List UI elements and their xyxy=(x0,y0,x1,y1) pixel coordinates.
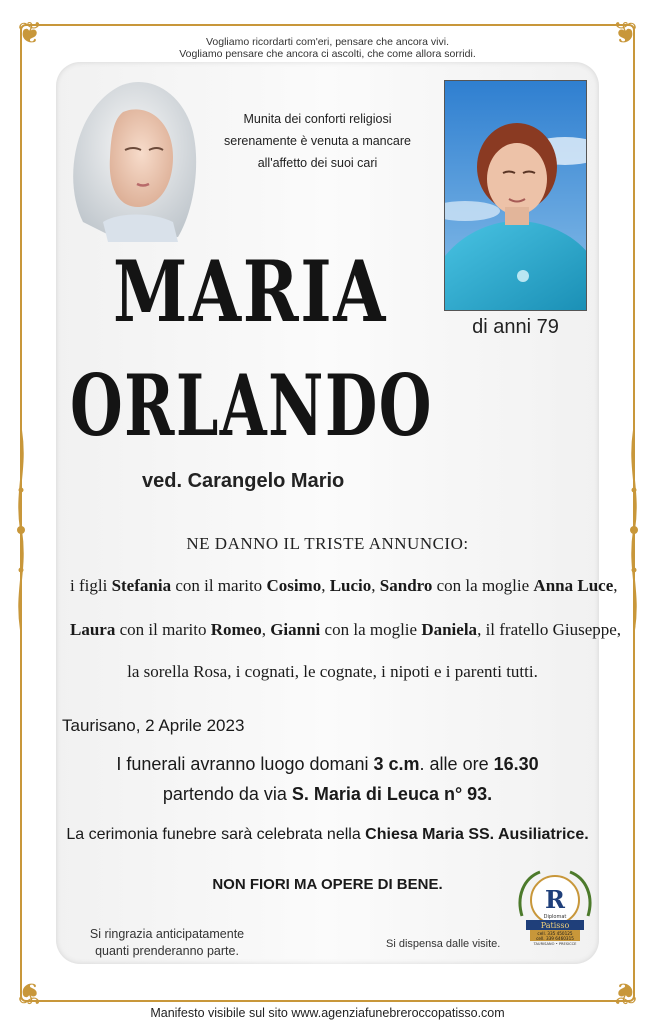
logo-letter: R xyxy=(545,885,565,914)
deceased-photo xyxy=(444,80,587,311)
text-segment: , xyxy=(261,620,271,639)
announcement-line xyxy=(70,620,622,640)
funeral-time xyxy=(0,754,655,775)
text-segment: , xyxy=(321,576,330,595)
thanks-line: Si ringrazia anticipatamente xyxy=(89,927,245,941)
logo-tag: Diplomat xyxy=(543,914,567,920)
text-segment: con il marito xyxy=(171,576,267,595)
emphasized-name: Gianni xyxy=(270,620,321,639)
side-flourish-icon xyxy=(13,430,29,630)
corner-ornament-icon: ❦ xyxy=(612,16,638,51)
text-segment: con il marito xyxy=(115,620,211,639)
text-segment: con la moglie xyxy=(320,620,422,639)
emphasized-name: Romeo xyxy=(210,620,262,639)
corner-ornament-icon: ❦ xyxy=(17,16,43,51)
text-segment: i figli xyxy=(70,576,112,595)
thanks-line: quanti prenderanno parte. xyxy=(95,944,239,958)
place-date: Taurisano, 2 Aprile 2023 xyxy=(62,716,245,735)
logo-towns: TAURISANO • PRESICCE xyxy=(533,942,577,946)
intro-text xyxy=(215,108,420,174)
funeral-departure xyxy=(0,784,655,805)
deceased-first-name: MARIA xyxy=(113,242,387,341)
age-label: di anni 79 xyxy=(472,316,559,338)
memorial-quote xyxy=(0,36,655,60)
emphasized-name: 16.30 xyxy=(493,754,539,774)
madonna-image xyxy=(63,72,203,242)
emphasized-name: Chiesa Maria SS. Ausiliatrice. xyxy=(365,826,589,843)
corner-ornament-icon: ❦ xyxy=(17,975,43,1010)
quote-line: Vogliamo ricordarti com'eri, pensare che ancora vivi. xyxy=(205,36,450,48)
thanks-note xyxy=(72,926,262,960)
announcement-line xyxy=(70,662,595,682)
emphasized-name: Cosimo xyxy=(266,576,322,595)
text-segment: la sorella Rosa, i cognati, le cognate, i nipoti e i parenti tutti. xyxy=(127,662,538,681)
ceremony-location xyxy=(0,826,655,844)
text-segment: . alle ore xyxy=(419,754,494,774)
emphasized-name: Sandro xyxy=(379,576,433,595)
text-segment: , il fratello Giuseppe, xyxy=(477,620,622,639)
intro-line: all'affetto dei suoi cari xyxy=(257,156,378,170)
text-segment: , xyxy=(371,576,380,595)
agency-logo xyxy=(512,866,598,946)
text-segment: , xyxy=(613,576,618,595)
side-flourish-icon xyxy=(626,430,642,630)
text-segment: partendo da via xyxy=(162,784,292,804)
emphasized-name: 3 c.m xyxy=(373,754,420,774)
logo-phone: cell. 335 450125 xyxy=(537,931,573,936)
no-flowers-note: NON FIORI MA OPERE DI BENE. xyxy=(212,876,443,893)
logo-name: Patisso xyxy=(540,921,570,930)
emphasized-name: Daniela xyxy=(421,620,478,639)
text-segment: La cerimonia funebre sarà celebrata nella xyxy=(66,826,366,843)
corner-ornament-icon: ❦ xyxy=(612,975,638,1010)
text-segment: con la moglie xyxy=(432,576,534,595)
emphasized-name: Lucio xyxy=(329,576,372,595)
deceased-last-name: ORLANDO xyxy=(70,356,433,455)
no-visits-note: Si dispensa dalle visite. xyxy=(386,938,501,950)
emphasized-name: Stefania xyxy=(111,576,172,595)
quote-line: Vogliamo pensare che ancora ci ascolti, che come allora sorridi. xyxy=(179,48,476,60)
intro-line: serenamente è venuta a mancare xyxy=(224,134,411,148)
announcement-line xyxy=(70,576,618,596)
widow-of: ved. Carangelo Mario xyxy=(142,470,345,492)
emphasized-name: Anna Luce xyxy=(533,576,614,595)
website-footer: Manifesto visibile sul sito www.agenziafunebreroccopatisso.com xyxy=(150,1006,505,1020)
announcement-heading: NE DANNO IL TRISTE ANNUNCIO: xyxy=(186,534,469,553)
logo-phone: cell. 339 6460315 xyxy=(536,936,574,941)
intro-line: Munita dei conforti religiosi xyxy=(243,112,392,126)
text-segment: I funerali avranno luogo domani xyxy=(116,754,374,774)
emphasized-name: Laura xyxy=(70,620,116,639)
emphasized-name: S. Maria di Leuca n° 93. xyxy=(291,784,493,804)
